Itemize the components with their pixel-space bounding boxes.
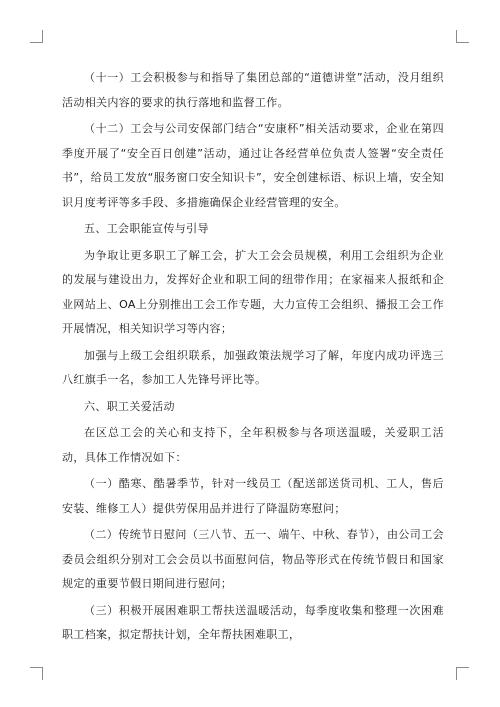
paragraph-care-2: （二）传统节日慰问（三八节、五一、端午、中秋、春节），由公司工会委员会组织分别对工会会员以书面慰问信，物品等形式在传统节假日和国家规定的重要节假日期间进行慰问； — [62, 528, 444, 590]
document-body — [62, 66, 444, 650]
paragraph-publicity: 为争取让更多职工了解工会，扩大工会会员规模，利用工会组织为企业的发展与建设出力，发挥好企业和职工间的纽带作用；在家福来人报纸和企业网站上、OA上分别推出工会工作专题，大力宣传工会组织、播报工会工作开展情况，相关知识学习等内容； — [62, 248, 444, 335]
paragraph-liaison: 加强与上级工会组织联系，加强政策法规学习了解，年度内成功评选三八红旗手一名，参加工人先锋号评比等。 — [62, 348, 444, 386]
crop-mark-bottom-right — [456, 667, 469, 680]
crop-mark-top-right — [456, 30, 469, 43]
crop-mark-bottom-left — [30, 667, 43, 680]
paragraph-12: （十二）工会与公司安保部门结合“安康杯”相关活动要求，企业在第四季度开展了“安全百日创建”活动，通过让各经营单位负责人签署“安全责任书”，给员工发放“服务窗口安全知识卡”，安全创建标语、标识上墙，安全知识月度考评等多手段、多措施确保企业经营管理的安全。 — [62, 122, 444, 209]
paragraph-11: （十一）工会积极参与和指导了集团总部的“道德讲堂”活动，没月组织活动相关内容的要求的执行落地和监督工作。 — [62, 71, 444, 109]
section-heading-6: 六、职工关爱活动 — [84, 399, 175, 413]
paragraph-care-3: （三）积极开展困难职工帮扶送温暖活动，每季度收集和整理一次困难职工档案，拟定帮扶计划，全年帮扶困难职工， — [62, 603, 444, 641]
paragraph-care-intro: 在区总工会的关心和支持下，全年积极参与各项送温暖，关爱职工活动，具体工作情况如下： — [62, 426, 444, 464]
section-heading-5: 五、工会职能宣传与引导 — [84, 222, 209, 235]
crop-mark-top-left — [30, 30, 43, 43]
paragraph-care-1: （一）酷寒、酷暑季节，针对一线员工（配送部送货司机、工人，售后安装、维修工人）提供劳保用品并进行了降温防寒慰问； — [62, 477, 444, 515]
